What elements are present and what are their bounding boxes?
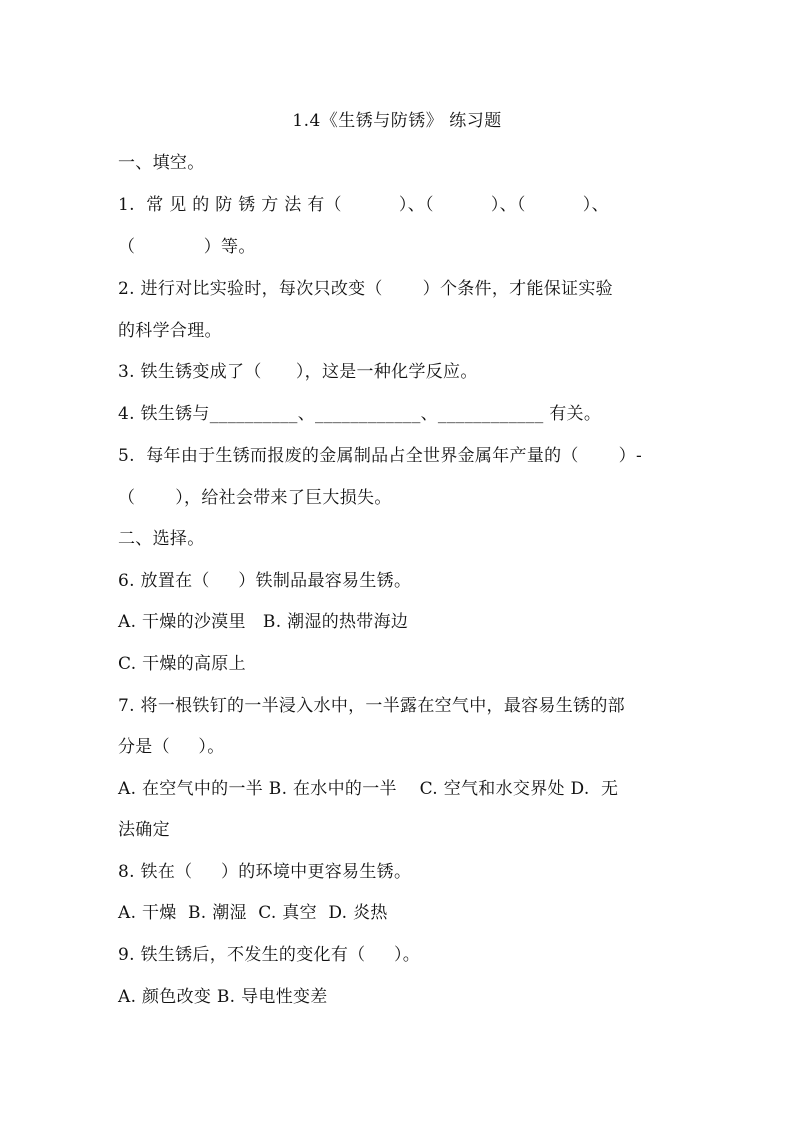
question-9-options: A. 颜色改变 B. 导电性变差 xyxy=(118,987,328,1007)
question-3: 3. 铁生锈变成了（ ），这是一种化学反应。 xyxy=(118,362,478,382)
question-6-options-a-b: A. 干燥的沙漠里 B. 潮湿的热带海边 xyxy=(118,612,409,632)
question-9: 9. 铁生锈后，不发生的变化有（ ）。 xyxy=(118,945,421,965)
question-4: 4. 铁生锈与__________、____________、____________ 有关。 xyxy=(118,404,602,424)
question-7-options-line-1: A. 在空气中的一半 B. 在水中的一半 C. 空气和水交界处 D. 无 xyxy=(118,779,619,799)
question-6-option-c: C. 干燥的高原上 xyxy=(118,654,246,674)
section-heading-choice: 二、选择。 xyxy=(118,529,205,549)
question-2-line-2: 的科学合理。 xyxy=(118,321,222,341)
section-heading-fill-in: 一、填空。 xyxy=(118,153,205,173)
question-1-line-2: （ ）等。 xyxy=(118,237,256,257)
question-7-options-line-2: 法确定 xyxy=(118,820,170,840)
question-6: 6. 放置在（ ）铁制品最容易生锈。 xyxy=(118,571,412,591)
document-title: 1.4《生锈与防锈》 练习题 xyxy=(292,111,502,131)
question-5-line-1: 5. 每年由于生锈而报废的金属制品占全世界金属年产量的（ ）- xyxy=(118,446,642,466)
question-5-line-2: （ ），给社会带来了巨大损失。 xyxy=(118,488,392,508)
question-8: 8. 铁在（ ）的环境中更容易生锈。 xyxy=(118,862,412,882)
question-7-line-2: 分是（ ）。 xyxy=(118,737,225,757)
question-1-line-1: 1. 常 见 的 防 锈 方 法 有（ ）、（ ）、（ ）、 xyxy=(118,195,609,215)
question-7-line-1: 7. 将一根铁钉的一半浸入水中，一半露在空气中，最容易生锈的部 xyxy=(118,696,625,716)
question-2-line-1: 2. 进行对比实验时，每次只改变（ ）个条件，才能保证实验 xyxy=(118,279,613,299)
question-8-options: A. 干燥 B. 潮湿 C. 真空 D. 炎热 xyxy=(118,903,388,923)
